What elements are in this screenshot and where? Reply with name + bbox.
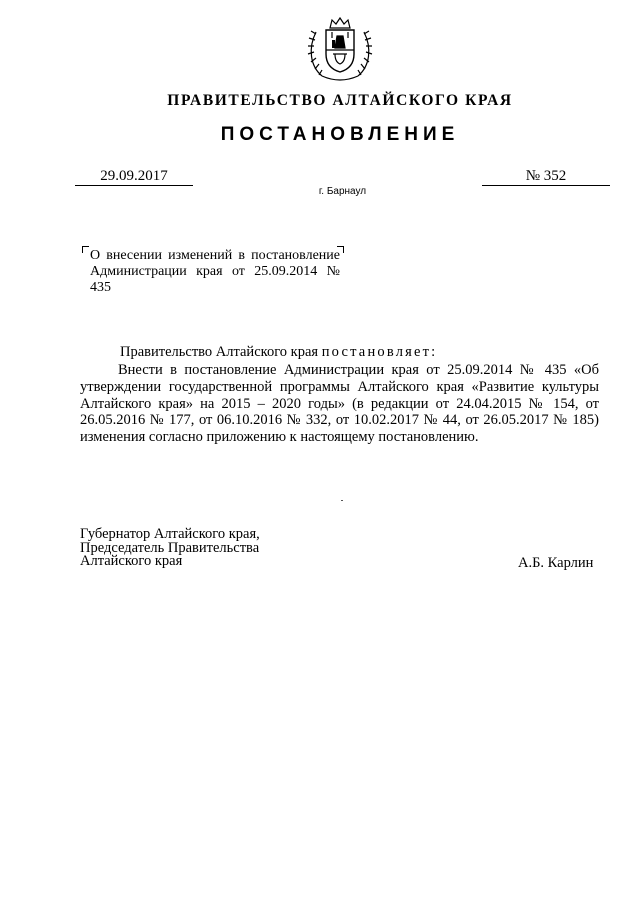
scan-speck [341, 500, 343, 501]
signer-name: А.Б. Карлин [518, 555, 594, 571]
coat-of-arms-icon [302, 10, 378, 86]
document-date: 29.09.2017 [75, 168, 193, 186]
decree-intro-verb: постановляет: [321, 344, 438, 360]
signer-title-line: Председатель Правительства [80, 539, 260, 556]
subject-corner-left [82, 246, 89, 253]
document-number: № 352 [482, 168, 610, 186]
government-title: ПРАВИТЕЛЬСТВО АЛТАЙСКОГО КРАЯ [167, 92, 513, 109]
decree-paragraph: Внести в постановление Администрации края от 25.09.2014 № 435 «Об утверждении государственной программы Алтайского края «Развитие культуры Алтайского края» на 2015 – 2020 годы» (в редакции от 24.04.2015 № 154, от 26.05.2016 № 177, от 06.10.2016 № 332, от 10.02.2017 № 44, от 26.05.2017 № 185) изменения согласно приложению к настоящему постановлению. [80, 362, 599, 446]
document-city: г. Барнаул [318, 186, 367, 197]
signer-title-line: Губернатор Алтайского края, [80, 526, 260, 542]
decree-intro [120, 344, 437, 361]
signer-title-line: Алтайского края [80, 553, 183, 569]
document-subject: О внесении изменений в постановление Администрации края от 25.09.2014 № 435 [90, 248, 340, 295]
document-type: ПОСТАНОВЛЕНИЕ [220, 124, 460, 145]
decree-intro-prefix: Правительство Алтайского края [120, 344, 319, 360]
signer-title [80, 528, 260, 569]
